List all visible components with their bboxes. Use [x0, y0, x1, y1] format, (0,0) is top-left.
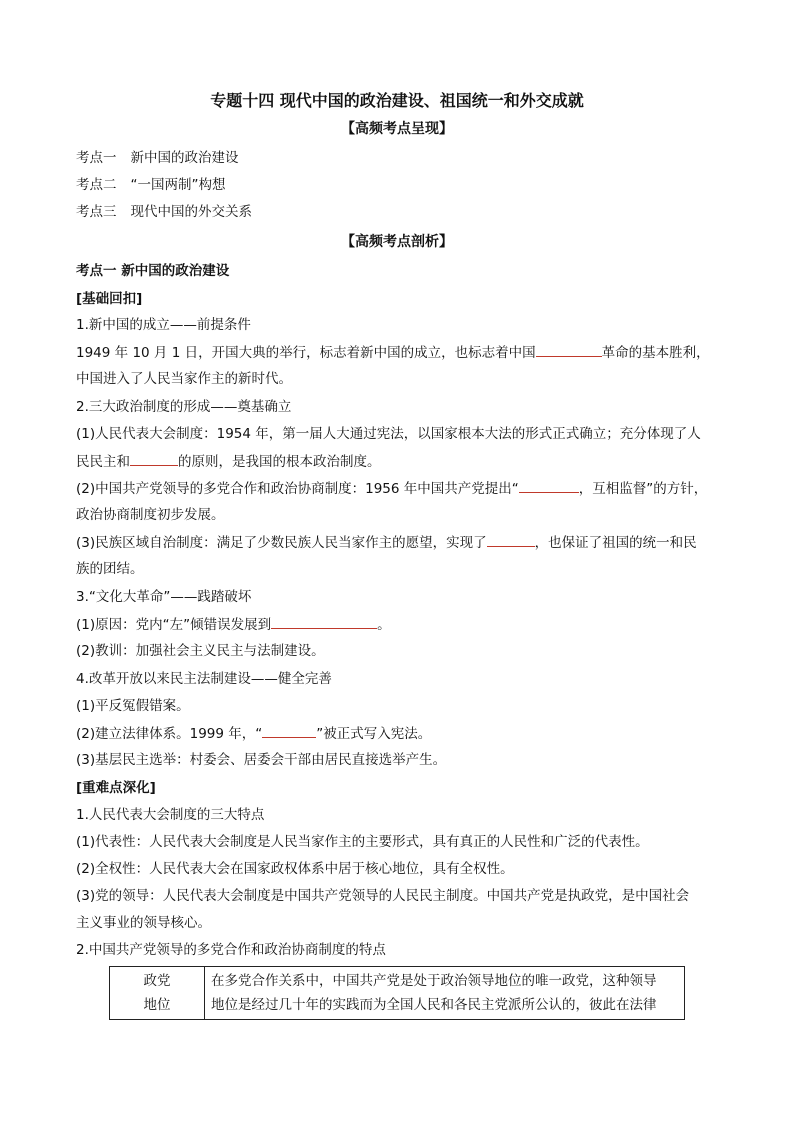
row-header-line: 地位 — [143, 997, 171, 1013]
point-2-heading: 2.三大政治制度的形成——奠基确立 — [76, 399, 292, 415]
table-row-header — [110, 967, 205, 1020]
table-cell — [205, 967, 685, 1020]
fill-blank[interactable] — [536, 342, 602, 357]
fill-blank[interactable] — [262, 723, 316, 738]
row-header-line: 政党 — [143, 973, 171, 989]
kaodian-item-2 — [76, 175, 226, 195]
text-span: 民民主和 — [76, 454, 130, 470]
fill-blank[interactable] — [487, 532, 535, 547]
paragraph-line — [76, 723, 431, 744]
fill-blank[interactable] — [519, 478, 579, 493]
text-span: ，互相监督”的方针， — [578, 481, 708, 497]
paragraph-line — [76, 342, 710, 363]
party-system-table — [109, 966, 685, 1020]
kaodian-label: 考点二 — [76, 177, 117, 193]
cell-line: 在多党合作关系中，中国共产党是处于政治领导地位的唯一政党，这种领导 — [211, 973, 657, 989]
text-span: 1949 年 10 月 1 日，开国大典的举行，标志着新中国的成立，也标志着中国 — [76, 345, 536, 361]
paragraph-line — [76, 532, 697, 553]
paragraph-line — [76, 614, 391, 635]
text-span: (2)建立法律体系。1999 年，“ — [76, 726, 263, 742]
page-title: 专题十四 现代中国的政治建设、祖国统一和外交成就 — [210, 91, 584, 110]
kaodian-text: “一国两制”构想 — [130, 177, 226, 193]
kaodian-item-1 — [76, 148, 239, 168]
deep-point-2-heading: 2.中国共产党领导的多党合作和政治协商制度的特点 — [76, 942, 386, 958]
paragraph-line: (2)教训：加强社会主义民主与法制建设。 — [76, 643, 325, 659]
kaodian-label: 考点三 — [76, 204, 117, 220]
text-span: ，也保证了祖国的统一和民 — [534, 535, 697, 551]
text-span: (2)中国共产党领导的多党合作和政治协商制度：1956 年中国共产党提出“ — [76, 481, 519, 497]
paragraph-line — [76, 478, 707, 499]
kaodian-item-3 — [76, 202, 252, 222]
point-4-heading: 4.改革开放以来民主法制建设——健全完善 — [76, 671, 332, 687]
table-row — [110, 967, 685, 1020]
paragraph-line: (1)人民代表大会制度：1954 年，第一届人大通过宪法，以国家根本大法的形式正式确立；充分体现了人 — [76, 426, 701, 442]
paragraph-line: 族的团结。 — [76, 561, 144, 577]
deep-point-1-heading: 1.人民代表大会制度的三大特点 — [76, 807, 265, 823]
paragraph-line: (1)平反冤假错案。 — [76, 698, 190, 714]
text-span: 的原则，是我国的根本政治制度。 — [178, 454, 381, 470]
kaodian1-heading: 考点一 新中国的政治建设 — [76, 263, 230, 279]
text-span: ”被正式写入宪法。 — [316, 726, 432, 742]
paragraph-line: (3)党的领导：人民代表大会制度是中国共产党领导的人民民主制度。中国共产党是执政党，是中国社会 — [76, 888, 690, 904]
paragraph-line: 政治协商制度初步发展。 — [76, 507, 225, 523]
kaodian-text: 新中国的政治建设 — [130, 150, 239, 166]
point-3-heading: 3.“文化大革命”——践踏破坏 — [76, 589, 252, 605]
text-span: 。 — [377, 617, 391, 633]
fill-blank[interactable] — [271, 614, 377, 629]
paragraph-line: 中国进入了人民当家作主的新时代。 — [76, 371, 292, 387]
deepening-heading: [重难点深化] — [76, 780, 156, 796]
paragraph-line: (2)全权性：人民代表大会在国家政权体系中居于核心地位，具有全权性。 — [76, 861, 514, 877]
kaodian-label: 考点一 — [76, 150, 117, 166]
text-span: 革命的基本胜利， — [601, 345, 710, 361]
paragraph-line: (1)代表性：人民代表大会制度是人民当家作主的主要形式，具有真正的人民性和广泛的代表性。 — [76, 834, 649, 850]
kaodian-text: 现代中国的外交关系 — [130, 204, 252, 220]
text-span: (3)民族区域自治制度：满足了少数民族人民当家作主的愿望，实现了 — [76, 535, 487, 551]
cell-line: 地位是经过几十年的实践而为全国人民和各民主党派所公认的，彼此在法律 — [211, 997, 657, 1013]
paragraph-line: (3)基层民主选举：村委会、居委会干部由居民直接选举产生。 — [76, 752, 447, 768]
fill-blank[interactable] — [130, 451, 178, 466]
text-span: (1)原因：党内“左”倾错误发展到 — [76, 617, 272, 633]
section-heading-present: 【高频考点呈现】 — [341, 121, 453, 137]
paragraph-line — [76, 451, 381, 472]
point-1-heading: 1.新中国的成立——前提条件 — [76, 317, 251, 333]
section-heading-analysis: 【高频考点剖析】 — [341, 234, 453, 250]
paragraph-line: 主义事业的领导核心。 — [76, 915, 211, 931]
basic-review-heading: [基础回扣] — [76, 291, 143, 307]
